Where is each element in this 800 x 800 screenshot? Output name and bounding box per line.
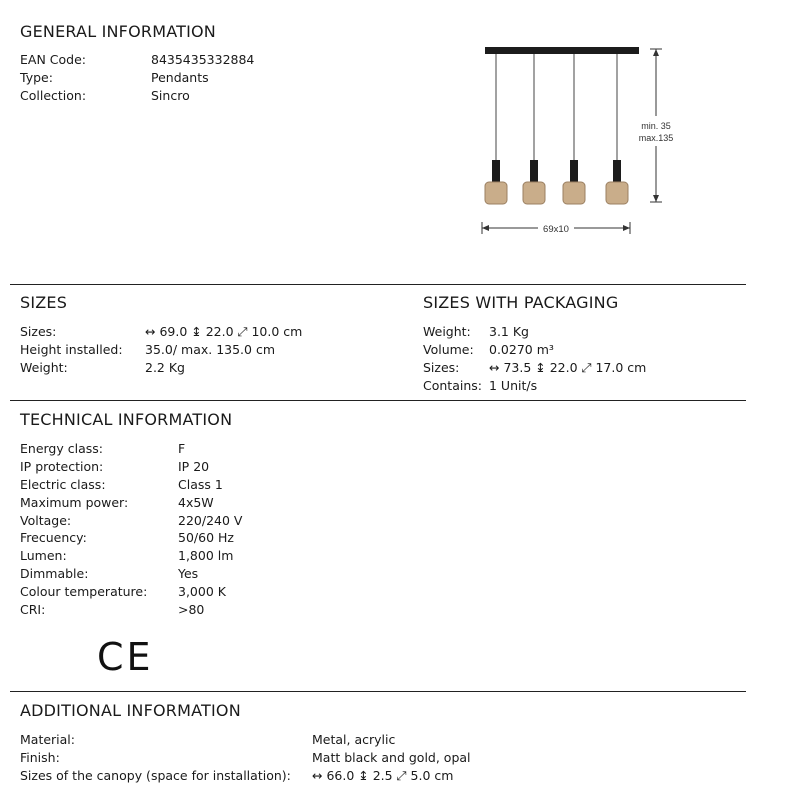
row-value: IP 20 (178, 459, 210, 474)
row-label: Maximum power: (20, 495, 129, 510)
height-min-label: min. 35 (641, 121, 671, 131)
row-label: Volume: (423, 342, 474, 357)
arrow-up-icon (653, 49, 659, 56)
row-value: 1 Unit/s (489, 378, 538, 393)
row-value: 3.1 Kg (489, 324, 529, 339)
row-label: Height installed: (20, 342, 123, 357)
row-label: Colour temperature: (20, 584, 148, 599)
product-drawing (470, 40, 690, 240)
row-label: Sizes: (20, 324, 57, 339)
row-label: Dimmable: (20, 566, 89, 581)
row-label: Weight: (423, 324, 471, 339)
technical-title: TECHNICAL INFORMATION (20, 410, 233, 429)
pendant-cables (496, 54, 617, 160)
packaging-title: SIZES WITH PACKAGING (423, 293, 619, 312)
row-label: Frecuency: (20, 530, 87, 545)
row-value: 4x5W (178, 495, 214, 510)
row-value: Metal, acrylic (312, 732, 396, 747)
row-label: Sizes: (423, 360, 460, 375)
row-label: EAN Code: (20, 52, 86, 67)
arrow-right-icon (623, 225, 630, 231)
row-value: 2.2 Kg (145, 360, 185, 375)
pendant-lamp (523, 160, 545, 204)
row-value: 35.0/ max. 135.0 cm (145, 342, 276, 357)
canopy-bar (485, 47, 639, 54)
section-divider (10, 691, 746, 692)
row-label: CRI: (20, 602, 46, 617)
row-value: F (178, 441, 186, 456)
row-value: ↔ 73.5 ↨ 22.0 ⤢ 17.0 cm (489, 360, 647, 375)
width-label: 69x10 (543, 224, 569, 235)
sizes-title: SIZES (20, 293, 68, 312)
row-label: Sizes of the canopy (space for installation): (20, 768, 291, 783)
row-label: Finish: (20, 750, 60, 765)
row-value: 50/60 Hz (178, 530, 234, 545)
row-value: 0.0270 m³ (489, 342, 554, 357)
row-label: Contains: (423, 378, 482, 393)
section-divider (10, 400, 746, 401)
row-value: Matt black and gold, opal (312, 750, 471, 765)
arrow-left-icon (482, 225, 489, 231)
row-label: Material: (20, 732, 75, 747)
pendant-lamp (563, 160, 585, 204)
row-value: ↔ 69.0 ↨ 22.0 ⤢ 10.0 cm (145, 324, 303, 339)
row-value: ↔ 66.0 ↨ 2.5 ⤢ 5.0 cm (312, 768, 454, 783)
row-value: Yes (178, 566, 199, 581)
row-label: Weight: (20, 360, 68, 375)
row-label: Type: (20, 70, 53, 85)
row-label: Voltage: (20, 513, 72, 528)
row-value: 1,800 lm (178, 548, 234, 563)
row-value: Sincro (151, 88, 190, 103)
row-value: Class 1 (178, 477, 223, 492)
row-label: IP protection: (20, 459, 104, 474)
general-title: GENERAL INFORMATION (20, 22, 216, 41)
row-value: Pendants (151, 70, 209, 85)
row-label: Lumen: (20, 548, 67, 563)
row-value: >80 (178, 602, 205, 617)
section-divider (10, 284, 746, 285)
row-label: Electric class: (20, 477, 106, 492)
pendant-lamp (485, 160, 507, 204)
pendant-lamp (606, 160, 628, 204)
row-value: 8435435332884 (151, 52, 255, 67)
additional-title: ADDITIONAL INFORMATION (20, 701, 241, 720)
height-max-label: max.135 (638, 133, 674, 143)
ce-mark-icon: CE (97, 635, 154, 679)
row-label: Energy class: (20, 441, 103, 456)
row-label: Collection: (20, 88, 87, 103)
row-value: 3,000 K (178, 584, 226, 599)
row-value: 220/240 V (178, 513, 243, 528)
arrow-down-icon (653, 195, 659, 202)
